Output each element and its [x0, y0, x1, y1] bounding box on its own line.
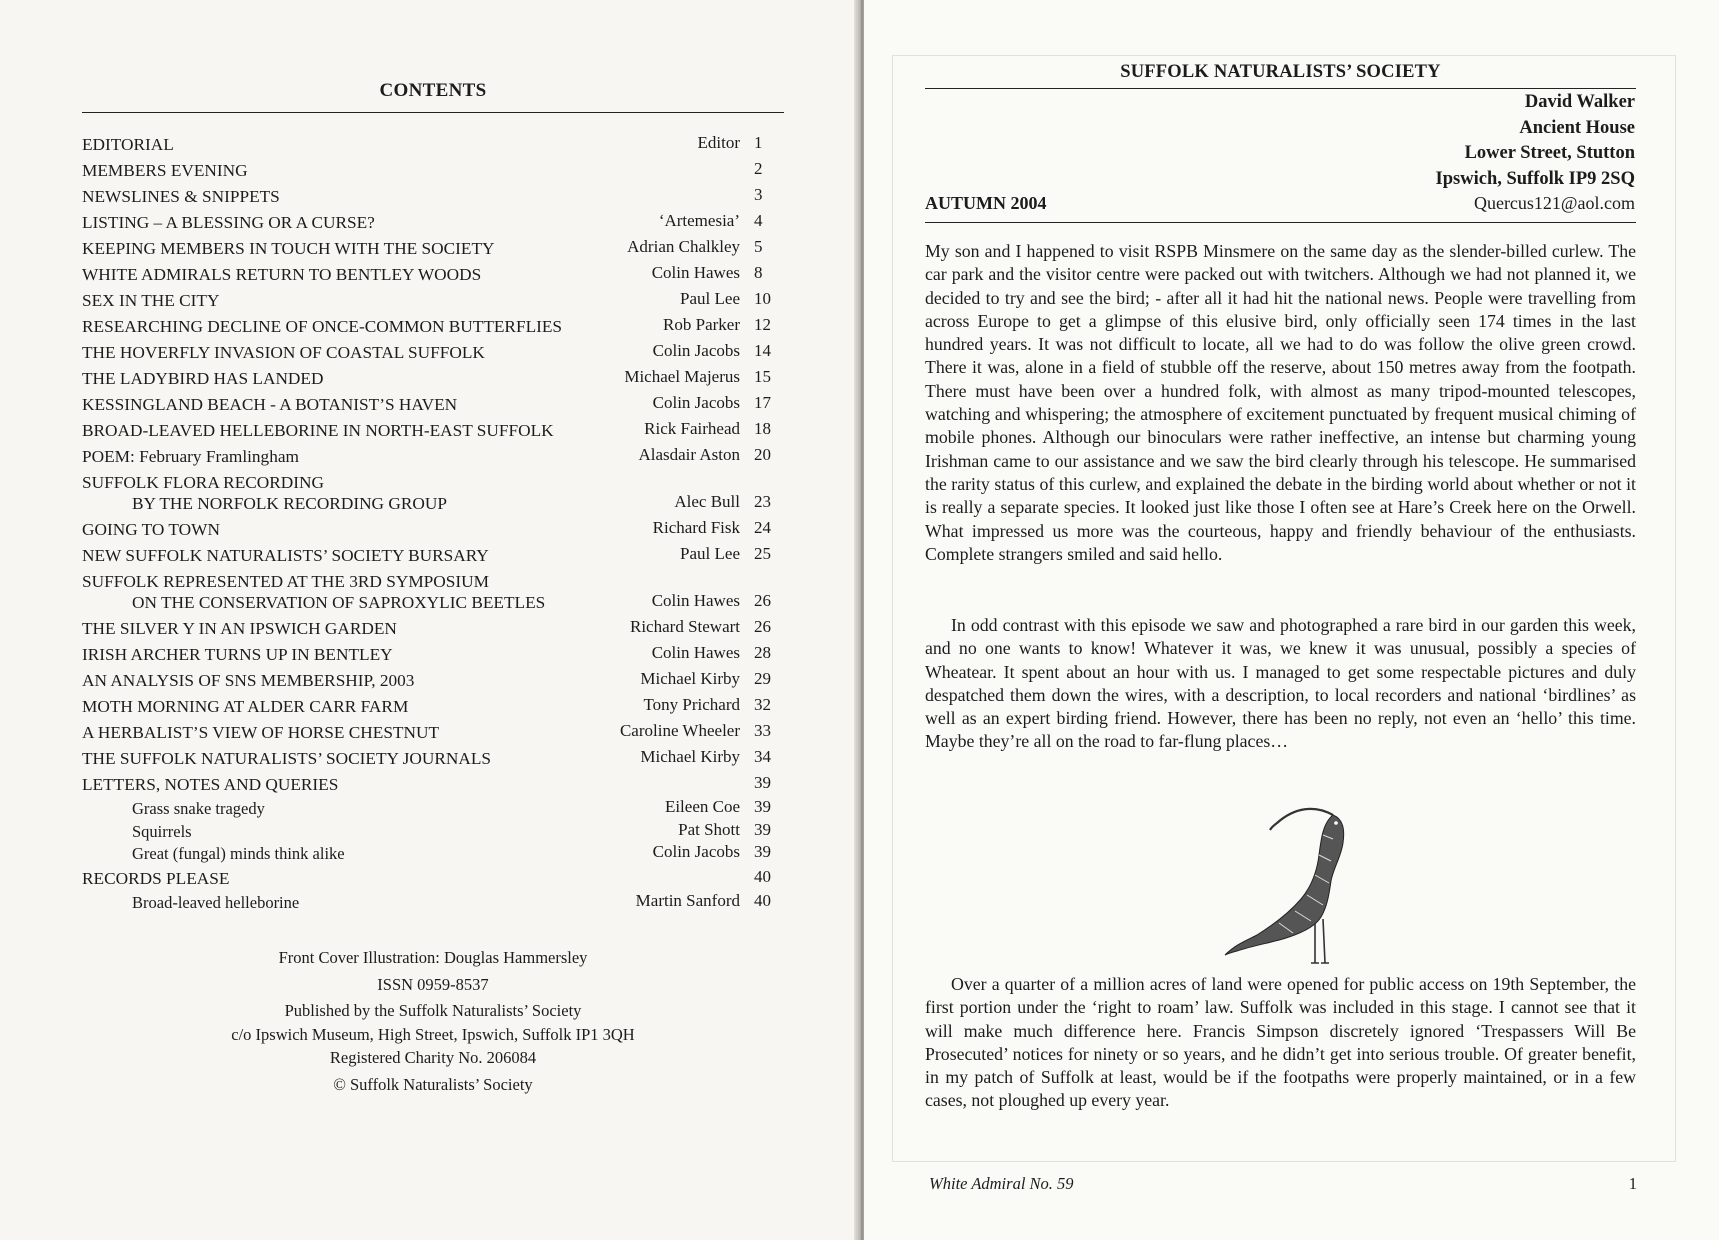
entry-page-number: 14: [754, 341, 771, 360]
entry-page-number: 1: [754, 133, 763, 152]
contents-subentry: [82, 798, 784, 821]
entry-title: THE SUFFOLK NATURALISTS’ SOCIETY JOURNALS: [82, 749, 492, 768]
entry-page-number: 3: [754, 185, 763, 204]
entry-author: Richard Stewart: [630, 617, 740, 636]
entry-title: THE HOVERFLY INVASION OF COASTAL SUFFOLK: [82, 343, 485, 362]
entry-page-number: 26: [754, 617, 771, 636]
contents-subentry: [82, 821, 784, 844]
entry-page-number: 5: [754, 237, 763, 256]
entry-author: Alec Bull: [674, 492, 740, 511]
editorial-paragraph-1: My son and I happened to visit RSPB Minsmere on the same day as the slender-billed curlew. The car park and the visitor centre were packed out with twitchers. Although we had not planned it, we decided to try and see the bird; - after all it had hit the national news. People were travelling from across Europe to get a glimpse of this elusive bird, only officially seen 174 times in the last hundred years. It was not difficult to locate, all we had to do was follow the olive green crowd. There it was, alone in a field of stubble off the reserve, about 150 metres away from the footpath. There must have been over a hundred folk, with almost as many tripod-mounted telescopes, watching and whispering; the atmosphere of excitement punctuated by frequent musical chiming of mobile phones. Although our binoculars were rather ineffective, an intense but charming young Irishman came to our assistance and we saw the bird clearly through his telescope. He summarised the rarity status of this curlew, and explained the debate in the birding world about whether or not it is really a separate species. It looked just like those I often see at Hare’s Creek here on the Orwell. What impressed us more was the courteous, happy and friendly behaviour of the enthusiasts. Complete strangers smiled and said hello.: [925, 241, 1636, 564]
entry-title: THE LADYBIRD HAS LANDED: [82, 369, 324, 388]
contents-entry: [82, 668, 784, 694]
entry-title: SUFFOLK FLORA RECORDING: [82, 473, 324, 492]
contents-entry: [82, 418, 784, 444]
entry-title: LISTING – A BLESSING OR A CURSE?: [82, 213, 375, 232]
entry-page-number: 18: [754, 419, 771, 438]
entry-author: Pat Shott: [678, 819, 740, 839]
contents-entry: [82, 720, 784, 746]
entry-page-number: 25: [754, 544, 771, 563]
contents-entry: [82, 288, 784, 314]
entry-page-number: 39: [754, 773, 771, 792]
entry-page-number: 4: [754, 211, 763, 230]
entry-title: EDITORIAL: [82, 135, 174, 154]
entry-page-number: 17: [754, 393, 771, 412]
contents-entry: [82, 210, 784, 236]
contents-entry: [82, 314, 784, 340]
entry-title: Great (fungal) minds think alike: [132, 844, 345, 863]
entry-title: NEW SUFFOLK NATURALISTS’ SOCIETY BURSARY: [82, 546, 489, 565]
publisher: Published by the Suffolk Naturalists’ Society: [284, 1001, 582, 1020]
contents-title: CONTENTS: [379, 80, 487, 101]
entry-title: NEWSLINES & SNIPPETS: [82, 187, 280, 206]
page-number: 1: [1628, 1174, 1637, 1193]
entry-author: Rick Fairhead: [644, 419, 740, 438]
entry-title-continued: ON THE CONSERVATION OF SAPROXYLIC BEETLES: [132, 593, 546, 612]
entry-page-number: 23: [754, 492, 771, 511]
entry-page-number: 20: [754, 445, 771, 464]
entry-title: POEM: February Framlingham: [82, 447, 299, 466]
entry-title: SEX IN THE CITY: [82, 291, 220, 310]
entry-author: Colin Jacobs: [652, 341, 740, 360]
entry-title: KEEPING MEMBERS IN TOUCH WITH THE SOCIETY: [82, 239, 495, 258]
contents-entry: [82, 616, 784, 642]
entry-author: Adrian Chalkley: [627, 237, 740, 256]
editorial-paragraph-2: In odd contrast with this episode we saw and photographed a rare bird in our garden this week, and no one wants to know! Whatever it was, we knew it was unusual, possibly a species of Wheatear. It spent about an hour with us. I managed to get some respectable pictures and duly despatched them down the wires, with a description, to local recorders and national ‘birdlines’ as well as an expert birding friend. However, there has been no reply, not even an ‘hello’ this time. Maybe they’re all on the road to far-flung places…: [925, 615, 1636, 752]
entry-title-continued: BY THE NORFOLK RECORDING GROUP: [132, 494, 447, 513]
magazine-issue: White Admiral No. 59: [929, 1174, 1074, 1193]
issue-season: AUTUMN 2004: [925, 193, 1047, 213]
contents-entry: [82, 772, 784, 798]
contents-entry: [82, 392, 784, 418]
entry-author: Tony Prichard: [643, 695, 740, 714]
entry-page-number: 39: [754, 797, 771, 816]
entry-author: Caroline Wheeler: [619, 721, 740, 740]
entry-page-number: 29: [754, 669, 771, 688]
entry-page-number: 10: [754, 289, 771, 308]
society-heading: SUFFOLK NATURALISTS’ SOCIETY: [1120, 62, 1441, 82]
contents-rule: [82, 112, 784, 113]
entry-author: Michael Majerus: [624, 367, 740, 386]
copyright: © Suffolk Naturalists’ Society: [333, 1074, 533, 1094]
entry-author: Martin Sanford: [635, 890, 740, 910]
entry-title: RECORDS PLEASE: [82, 868, 230, 888]
entry-title: RESEARCHING DECLINE OF ONCE-COMMON BUTTERFLIES: [82, 317, 563, 336]
contents-entry: [82, 569, 784, 616]
entry-page-number: 34: [754, 747, 771, 766]
contents-entry: [82, 746, 784, 772]
entry-page-number: 39: [754, 819, 771, 839]
contents-entry: [82, 184, 784, 210]
entry-page-number: 15: [754, 367, 771, 386]
entry-page-number: 28: [754, 643, 771, 662]
entry-title: MEMBERS EVENING: [82, 161, 248, 180]
contents-entry: [82, 366, 784, 392]
contents-entry: [82, 543, 784, 569]
editor-address: [1436, 90, 1635, 192]
entry-author: Editor: [697, 133, 740, 152]
publisher-address: c/o Ipswich Museum, High Street, Ipswich, Suffolk IP1 3QH: [231, 1024, 635, 1044]
entry-author: Colin Hawes: [651, 263, 740, 282]
contents-subentry: [82, 843, 784, 866]
contents-entry: [82, 866, 784, 892]
header-bottom-rule: [925, 222, 1636, 223]
entry-page-number: 39: [754, 842, 771, 861]
editor-email[interactable]: Quercus121@aol.com: [1473, 193, 1635, 213]
editor-street: Lower Street, Stutton: [1464, 143, 1635, 163]
cover-credit: Front Cover Illustration: Douglas Hammersley: [278, 948, 588, 967]
entry-title: KESSINGLAND BEACH - A BOTANIST’S HAVEN: [82, 395, 458, 414]
colophon: [82, 946, 784, 1096]
entry-author: Rob Parker: [663, 315, 740, 334]
entry-author: Colin Jacobs: [652, 842, 740, 861]
entry-author: Colin Hawes: [651, 643, 740, 662]
entry-title: LETTERS, NOTES AND QUERIES: [82, 775, 339, 794]
contents-list: [82, 132, 784, 914]
contents-entry: [82, 517, 784, 543]
entry-author: Michael Kirby: [640, 747, 740, 766]
entry-author: Colin Hawes: [651, 591, 740, 610]
contents-entry: [82, 340, 784, 366]
entry-page-number: 12: [754, 315, 771, 334]
entry-title: BROAD-LEAVED HELLEBORINE IN NORTH-EAST SUFFOLK: [82, 421, 554, 440]
entry-page-number: 32: [754, 695, 771, 714]
entry-author: Richard Fisk: [652, 518, 740, 537]
contents-entry: [82, 132, 784, 158]
entry-page-number: 40: [754, 866, 771, 886]
entry-title: GOING TO TOWN: [82, 520, 220, 539]
editor-house: Ancient House: [1519, 117, 1635, 138]
charity-number: Registered Charity No. 206084: [329, 1048, 537, 1067]
entry-title: Squirrels: [132, 821, 192, 841]
entry-author: Colin Jacobs: [652, 393, 740, 412]
entry-page-number: 24: [754, 518, 771, 537]
entry-page-number: 33: [754, 721, 771, 740]
entry-page-number: 40: [754, 890, 771, 910]
entry-author: Paul Lee: [680, 289, 740, 308]
contents-entry: [82, 236, 784, 262]
editorial-paragraph-3: Over a quarter of a million acres of land were opened for public access on 19th September, the first portion under the ‘right to roam’ law. Suffolk was included in this stage. I cannot see that it will make much difference here. Francis Simpson discretely ignored ‘Trespassers Will Be Prosecuted’ notices for ninety or so years, and he didn’t get into serious trouble. Of greater benefit, in my patch of Suffolk at least, would be if the footpaths were properly maintained, or in a few cases, not ploughed up every year.: [925, 974, 1636, 1111]
curlew-illustration-icon: [1215, 795, 1355, 965]
entry-page-number: 8: [754, 263, 763, 282]
entry-title: SUFFOLK REPRESENTED AT THE 3RD SYMPOSIUM: [82, 572, 489, 591]
entry-author: Alasdair Aston: [638, 445, 740, 464]
contents-entry: [82, 694, 784, 720]
editor-name: David Walker: [1524, 92, 1635, 112]
entry-title: THE SILVER Y IN AN IPSWICH GARDEN: [82, 619, 397, 638]
issn: ISSN 0959-8537: [377, 974, 489, 994]
contents-entry: [82, 470, 784, 517]
entry-title: MOTH MORNING AT ALDER CARR FARM: [82, 697, 409, 716]
entry-author: ‘Artemesia’: [658, 211, 740, 230]
entry-title: Grass snake tragedy: [132, 799, 265, 818]
contents-entry: [82, 262, 784, 288]
entry-title: IRISH ARCHER TURNS UP IN BENTLEY: [82, 645, 393, 664]
contents-entry: [82, 444, 784, 470]
contents-subentry: [82, 892, 784, 915]
editor-town: Ipswich, Suffolk IP9 2SQ: [1435, 168, 1635, 189]
contents-entry: [82, 158, 784, 184]
contents-entry: [82, 642, 784, 668]
entry-author: Paul Lee: [680, 544, 740, 563]
heading-rule: [925, 88, 1636, 89]
entry-title: Broad-leaved helleborine: [132, 892, 300, 912]
entry-page-number: 2: [754, 159, 763, 178]
entry-author: Michael Kirby: [640, 669, 740, 688]
entry-title: WHITE ADMIRALS RETURN TO BENTLEY WOODS: [82, 265, 482, 284]
entry-author: Eileen Coe: [664, 797, 740, 816]
entry-title: AN ANALYSIS OF SNS MEMBERSHIP, 2003: [82, 671, 415, 690]
entry-title: A HERBALIST’S VIEW OF HORSE CHESTNUT: [82, 723, 440, 742]
entry-page-number: 26: [754, 591, 771, 610]
